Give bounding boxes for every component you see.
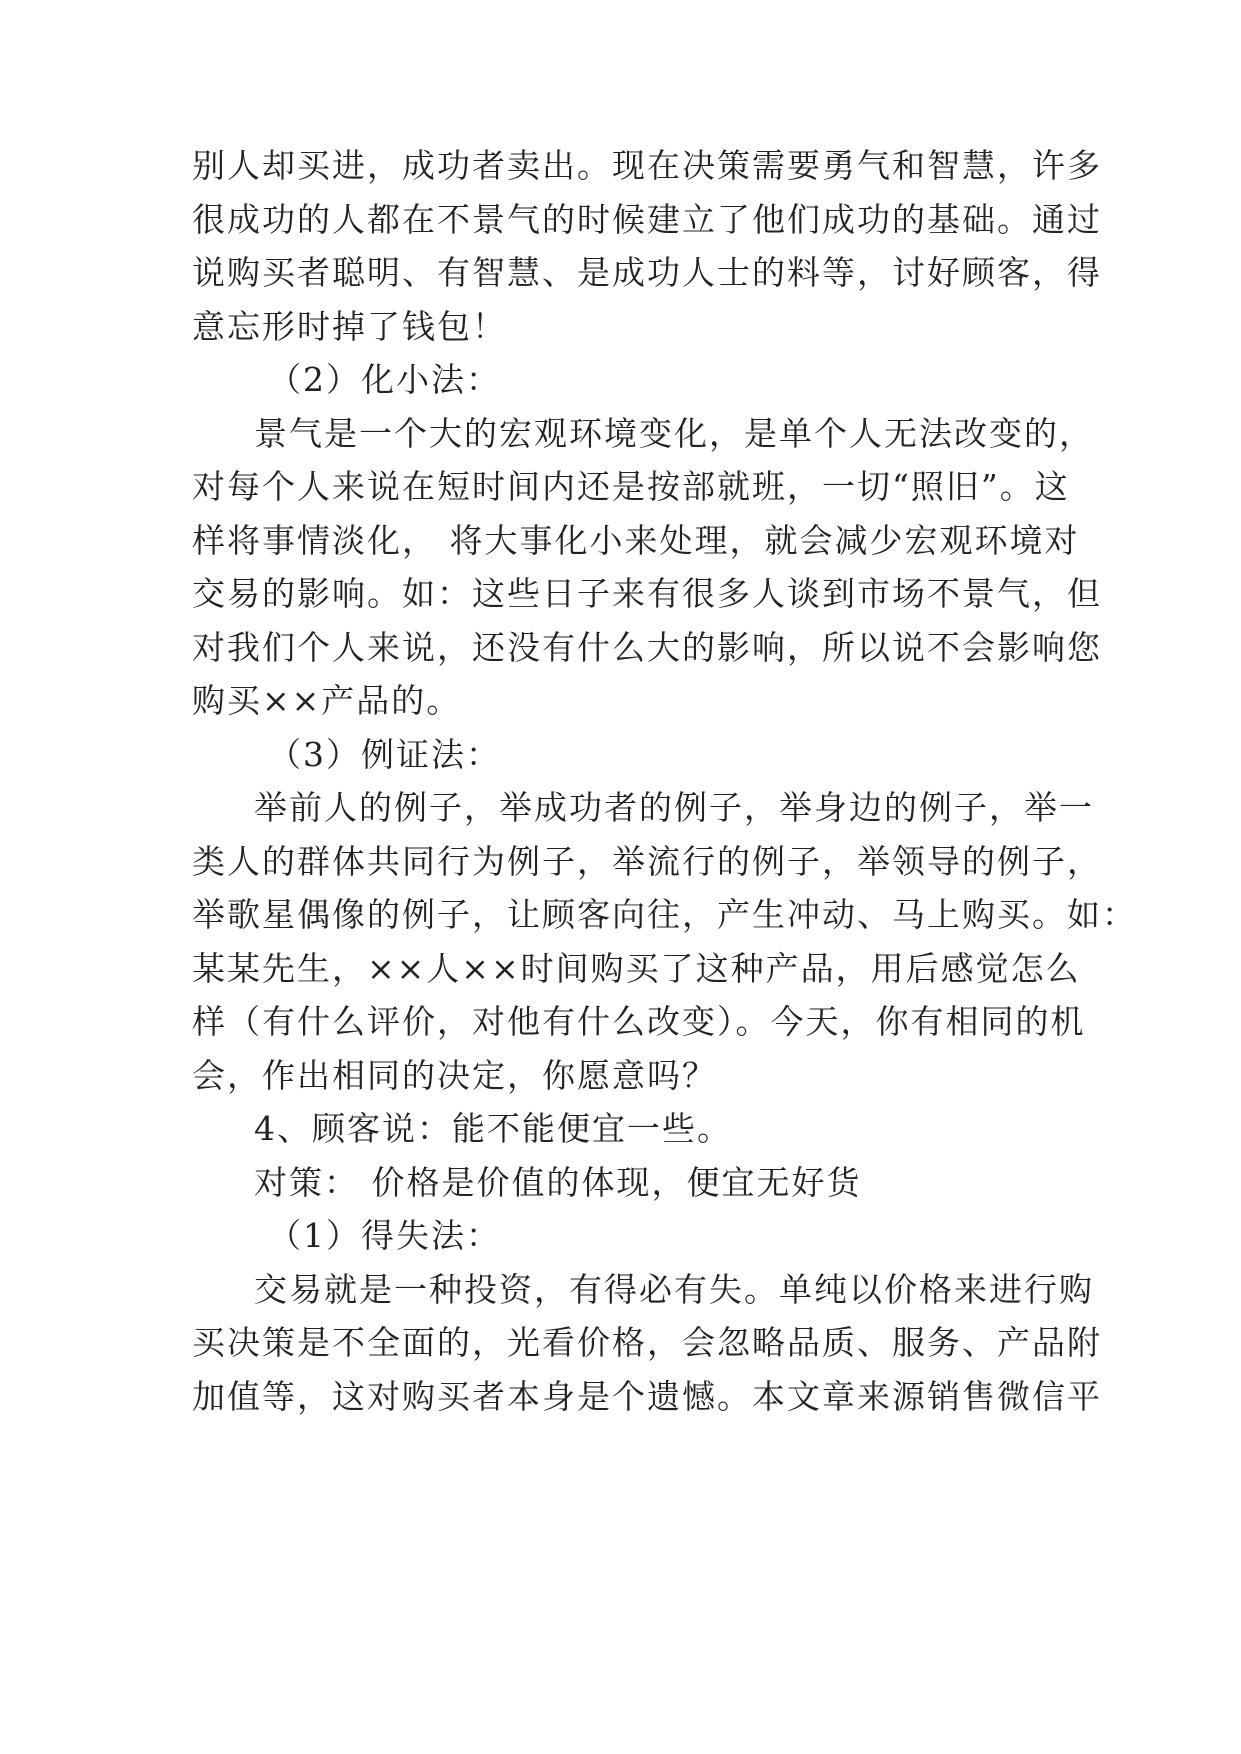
text-line: 景气是一个大的宏观环境变化，是单个人无法改变的， xyxy=(254,414,1094,453)
text-line: 举前人的例子，举成功者的例子，举身边的例子，举一 xyxy=(254,788,1094,827)
text-line: 某某先生，××人××时间购买了这种产品，用后感觉怎么 xyxy=(192,949,1081,988)
text-line: 说购买者聪明、有智慧、是成功人士的料等，讨好顾客，得 xyxy=(192,253,1102,292)
text-line: 加值等，这对购买者本身是个遗憾。本文章来源销售微信平 xyxy=(192,1377,1102,1416)
strategy-line: 对策： 价格是价值的体现，便宜无好货 xyxy=(254,1163,862,1202)
text-line: 买决策是不全面的，光看价格，会忽略品质、服务、产品附 xyxy=(192,1323,1102,1362)
text-line: 购买××产品的。 xyxy=(192,681,462,720)
question-heading: 4、顾客说：能不能便宜一些。 xyxy=(254,1109,732,1148)
section-heading: （1）得失法： xyxy=(268,1216,501,1255)
text-line: 对我们个人来说，还没有什么大的影响，所以说不会影响您 xyxy=(192,628,1102,667)
text-line: 交易就是一种投资，有得必有失。单纯以价格来进行购 xyxy=(254,1270,1094,1309)
text-line: 样（有什么评价，对他有什么改变）。今天，你有相同的机 xyxy=(192,1002,1086,1041)
text-line: 对每个人来说在短时间内还是按部就班，一切“照旧”。这 xyxy=(192,467,1070,506)
section-heading: （3）例证法： xyxy=(268,735,501,774)
text-line: 交易的影响。如：这些日子来有很多人谈到市场不景气，但 xyxy=(192,574,1102,613)
text-line: 类人的群体共同行为例子，举流行的例子，举领导的例子， xyxy=(192,842,1102,881)
section-heading: （2）化小法： xyxy=(268,360,501,399)
text-line: 很成功的人都在不景气的时候建立了他们成功的基础。通过 xyxy=(192,200,1102,239)
text-line: 会，作出相同的决定，你愿意吗？ xyxy=(192,1056,717,1095)
text-line: 意忘形时掉了钱包！ xyxy=(192,307,507,346)
text-line: 举歌星偶像的例子，让顾客向往，产生冲动、马上购买。如： xyxy=(192,895,1137,934)
text-line: 样将事情淡化， 将大事化小来处理，就会减少宏观环境对 xyxy=(192,521,1080,560)
text-line: 别人却买进，成功者卖出。现在决策需要勇气和智慧，许多 xyxy=(192,146,1102,185)
